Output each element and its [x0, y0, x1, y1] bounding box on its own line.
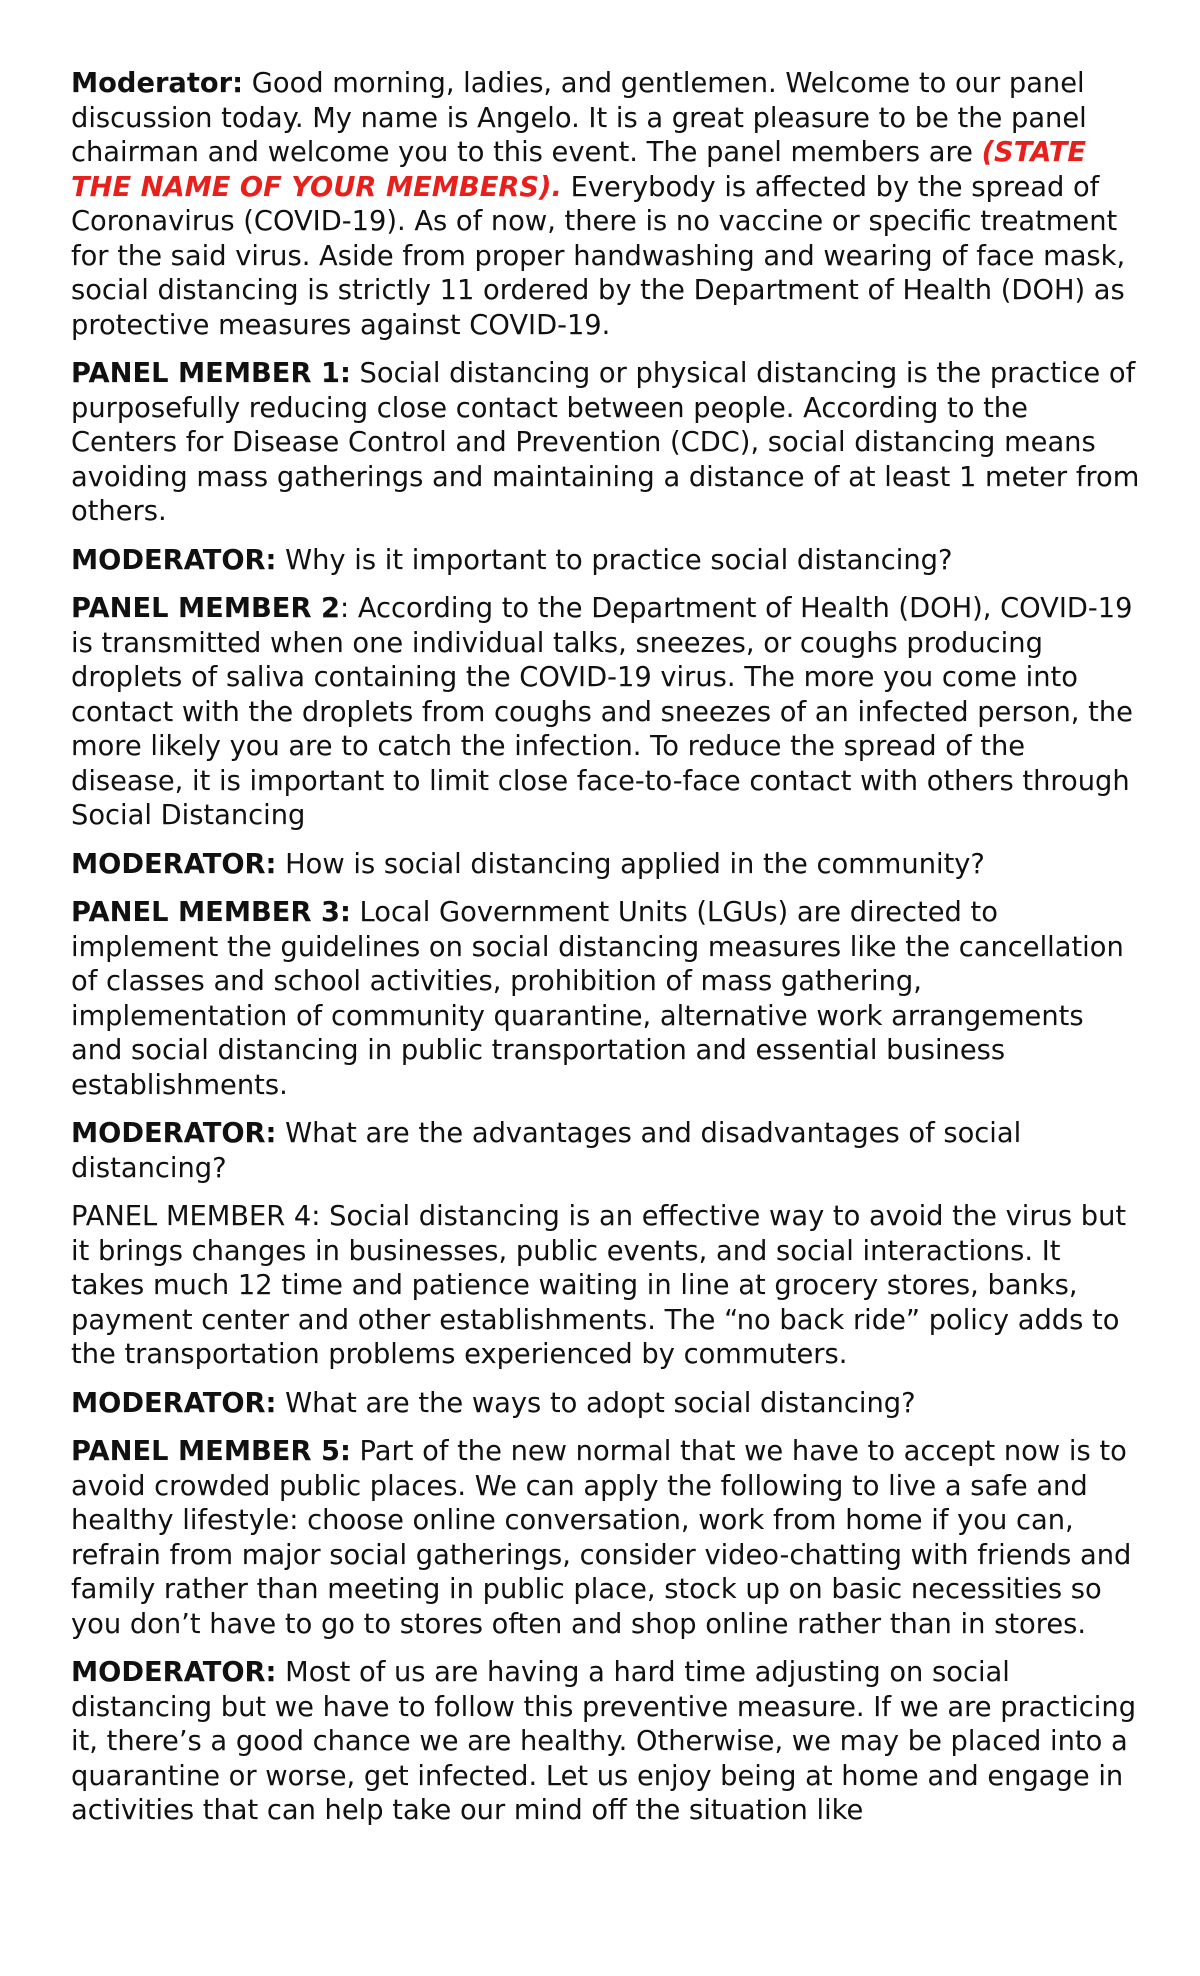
- paragraph-text: What are the advantages and disadvantages of social distancing?: [71, 1118, 1022, 1184]
- paragraph-moderator-closing: [71, 1656, 1141, 1829]
- paragraph-text: How is social distancing applied in the community?: [276, 848, 985, 880]
- paragraph-panel-member-3: [71, 896, 1141, 1103]
- speaker-label: MODERATOR:: [71, 1657, 277, 1688]
- paragraph-moderator-opening: [71, 67, 1141, 343]
- speaker-label: Moderator:: [71, 68, 244, 99]
- paragraph-text: : According to the Department of Health (DOH), COVID-19 is transmitted when one individual talks, sneezes, or coughs producing droplets of saliva containing the COVID-19 virus. The more you come into contact with the droplets from coughs and sneezes of an infected person, the more likely you are to catch the infection. To reduce the spread of the disease, it is important to limit close face-to-face contact with others through Social Distancing: [71, 593, 1133, 831]
- speaker-label: PANEL MEMBER 3:: [71, 897, 351, 928]
- paragraph-panel-member-2: [71, 592, 1141, 834]
- paragraph-text: Everybody is affected by the spread of Coronavirus (COVID-19). As of now, there is no vaccine or specific treatment for the said virus. Aside from proper handwashing and wearing of face mask, social distancing is strictly 11 ordered by the Department of Health (DOH) as protective measures against COVID-19.: [71, 171, 1126, 341]
- paragraph-panel-member-4: [71, 1200, 1141, 1373]
- paragraph-text: Most of us are having a hard time adjusting on social distancing but we have to follow this preventive measure. If we are practicing it, there’s a good chance we are healthy. Otherwise, we may be placed into a quarantine or worse, get infected. Let us enjoy being at home and engage in activities that can help take our mind off the situation like: [71, 1657, 1137, 1826]
- paragraph-moderator-question-3: [71, 1117, 1141, 1186]
- speaker-label: MODERATOR:: [71, 544, 277, 576]
- speaker-label: PANEL MEMBER 2: [71, 593, 340, 624]
- paragraph-moderator-question-1: [71, 544, 1141, 579]
- speaker-label: PANEL MEMBER 5:: [71, 1436, 351, 1467]
- speaker-label: PANEL MEMBER 4:: [71, 1201, 321, 1232]
- document-page: [71, 67, 1141, 1843]
- paragraph-text: Part of the new normal that we have to accept now is to avoid crowded public places. We can apply the following to live a safe and healthy lifestyle: choose online conversation, work from home if you can, refrain from major social gatherings, consider video-chatting with friends and family rather than meeting in public place, stock up on basic necessities so you don’t have to go to stores often and shop online rather than in stores.: [71, 1436, 1132, 1640]
- paragraph-text: Local Government Units (LGUs) are directed to implement the guidelines on social distancing measures like the cancellation of classes and school activities, prohibition of mass gathering, implementation of community quarantine, alternative work arrangements and social distancing in public transportation and essential business establishments.: [71, 897, 1124, 1101]
- paragraph-text: Why is it important to practice social distancing?: [276, 544, 953, 576]
- speaker-label: MODERATOR:: [71, 848, 277, 880]
- speaker-label: MODERATOR:: [71, 1118, 277, 1149]
- speaker-label: MODERATOR:: [71, 1387, 277, 1419]
- paragraph-text: Social distancing is an effective way to avoid the virus but it brings changes in businesses, public events, and social interactions. It takes much 12 time and patience waiting in line at grocery stores, banks, payment center and other establishments. The “no back ride” policy adds to the transportation problems experienced by commuters.: [71, 1201, 1127, 1370]
- paragraph-panel-member-5: [71, 1435, 1141, 1642]
- paragraph-moderator-question-4: [71, 1387, 1141, 1422]
- paragraph-text: What are the ways to adopt social distancing?: [276, 1387, 916, 1419]
- paragraph-panel-member-1: [71, 357, 1141, 530]
- paragraph-moderator-question-2: [71, 848, 1141, 883]
- paragraph-text: Good morning, ladies, and gentlemen. Welcome to our panel discussion today. My name is Angelo. It is a great pleasure to be the panel chairman and welcome you to this event. The panel members are: [71, 68, 1087, 168]
- placeholder-instruction: (STATE THE NAME OF YOUR MEMBERS).: [71, 137, 1086, 203]
- speaker-label: PANEL MEMBER 1:: [71, 358, 351, 389]
- paragraph-text: Social distancing or physical distancing is the practice of purposefully reducing close contact between people. According to the Centers for Disease Control and Prevention (CDC), social distancing means avoiding mass gatherings and maintaining a distance of at least 1 meter from others.: [71, 358, 1140, 527]
